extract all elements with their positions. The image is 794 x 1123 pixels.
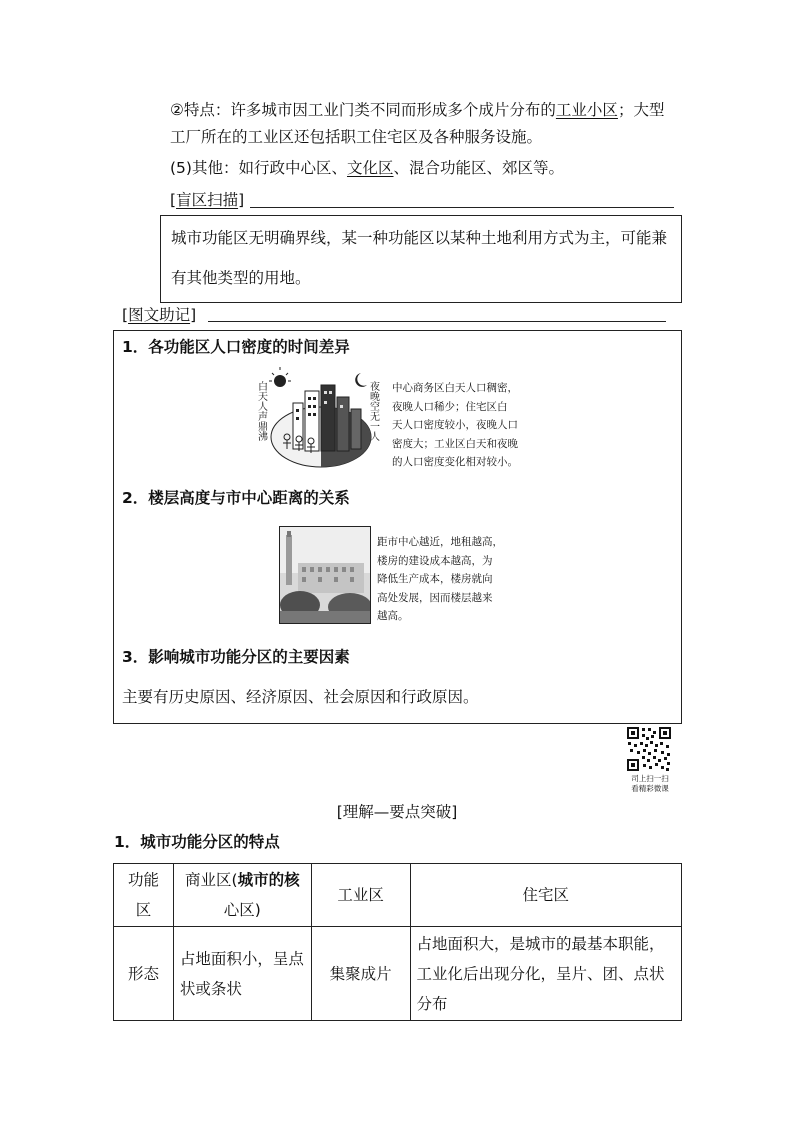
features-line-2: 工厂所在的工业区还包括职工住宅区及各种服务设施。: [170, 128, 543, 146]
section-heading: [理解—要点突破]: [336, 803, 458, 821]
features-label: ②特点：: [170, 101, 231, 119]
culture-area-term: 文化区: [346, 159, 394, 177]
memory-bracket-close: ]: [190, 306, 197, 324]
blind-scan-header: [170, 190, 244, 210]
header-function-line-1: 功能: [127, 871, 159, 889]
day-night-illustration: [269, 367, 373, 469]
memory-item-2-title: 2．楼层高度与市中心距离的关系: [122, 489, 350, 507]
features-line-1: [170, 100, 664, 120]
qr-code-drawing: [626, 726, 672, 772]
header-function-area: [114, 864, 174, 927]
others-text-b: 、混合功能区、郊区等。: [393, 159, 565, 177]
item-1-line-1: 中心商务区白天人口稠密，: [392, 382, 518, 394]
features-text-b: ；大型: [617, 101, 665, 119]
item-2-line-1: 距市中心越近，地租越高，: [377, 536, 503, 548]
memory-item-1-title: 1．各功能区人口密度的时间差异: [122, 338, 350, 356]
subheading: 1．城市功能分区的特点: [114, 833, 280, 851]
qr-caption: [623, 774, 677, 794]
cell-residential-line-3: 分布: [416, 994, 448, 1013]
blind-scan-line-1: 城市功能区无明确界线，某一种功能区以某种土地利用方式为主，可能兼: [171, 229, 668, 247]
function-area-table: [113, 863, 682, 1021]
blind-scan-line-2: 有其他类型的用地。: [171, 269, 311, 287]
night-caption: 夜晚空无一人: [367, 381, 379, 441]
header-industrial: 工业区: [311, 864, 410, 927]
item-1-line-3: 天人口密度较小，夜晚人口: [392, 419, 518, 431]
blind-scan-box: [160, 215, 682, 303]
header-commercial-b: 城市的核: [237, 871, 300, 889]
memory-bracket-open: [: [122, 306, 129, 324]
memory-item-3-title: 3．影响城市功能分区的主要因素: [122, 648, 350, 666]
header-residential: 住宅区: [410, 864, 681, 927]
cell-commercial-form: [173, 927, 311, 1021]
item-2-line-5: 越高。: [377, 610, 409, 622]
features-text-a: 许多城市因工业门类不同而形成多个成片分布的: [230, 101, 556, 119]
item-2-line-2: 楼房的建设成本越高，为: [377, 554, 493, 567]
row-label-form: 形态: [114, 927, 174, 1021]
header-function-line-2: 区: [135, 901, 152, 919]
city-photo-drawing: [280, 527, 370, 623]
memory-title: 图文助记: [128, 306, 191, 324]
table-row: [114, 927, 682, 1021]
item-2-explanation: [377, 533, 503, 626]
day-night-drawing: [269, 367, 373, 469]
others-label: (5)其他：: [170, 159, 239, 177]
memory-box: [113, 330, 682, 724]
city-photo: [279, 526, 371, 624]
header-commercial: [173, 864, 311, 927]
qr-code[interactable]: [626, 726, 672, 772]
item-1-line-4: 密度大；工业区白天和夜晚: [392, 437, 518, 450]
cell-commercial-line-1: 占地面积小，呈点: [179, 949, 304, 968]
day-caption: 白天人声鼎沸: [255, 381, 267, 441]
memory-item-3-text: 主要有历史原因、经济原因、社会原因和行政原因。: [122, 688, 479, 706]
cell-residential-line-1: 占地面积大，是城市的最基本职能，: [416, 934, 665, 953]
qr-caption-line-2: 看精彩微课: [631, 784, 669, 793]
blind-scan-bracket-open: [: [170, 191, 177, 209]
item-2-line-3: 降低生产成本，楼房就向: [377, 573, 493, 585]
table-header-row: [114, 864, 682, 927]
header-commercial-a: 商业区(: [185, 871, 238, 889]
others-text-a: 如行政中心区、: [238, 159, 347, 177]
cell-industrial-form: 集聚成片: [311, 927, 410, 1021]
header-commercial-line-2: 心区): [223, 901, 261, 919]
cell-commercial-line-2: 状或条状: [179, 979, 242, 998]
header-commercial-line-1: [180, 865, 305, 895]
item-1-line-2: 夜晚人口稀少；住宅区白: [392, 400, 508, 413]
blind-scan-bracket-close: ]: [238, 191, 245, 209]
qr-caption-line-1: 司上扫一扫: [631, 774, 669, 783]
blind-scan-rule: [250, 207, 674, 208]
item-1-line-5: 的人口密度变化相对较小。: [392, 456, 518, 468]
memory-rule: [208, 321, 666, 322]
blind-scan-title: 盲区扫描: [176, 191, 239, 209]
memory-header: [122, 305, 196, 325]
item-2-line-4: 高处发展，因而楼层越来: [377, 591, 493, 604]
cell-residential-line-2: 工业化后出现分化，呈片、团、点状: [416, 964, 665, 983]
cell-residential-form: [410, 927, 681, 1021]
industrial-subarea-term: 工业小区: [555, 101, 618, 119]
others-line: [170, 158, 564, 178]
item-1-explanation: [392, 379, 518, 472]
